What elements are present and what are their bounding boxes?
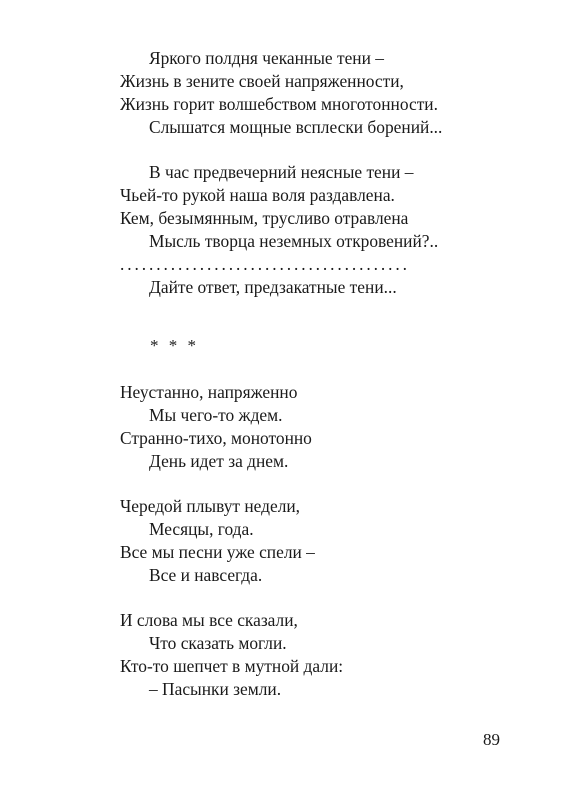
verse-line: И слова мы все сказали, bbox=[120, 610, 298, 630]
verse-line: Чьей-то рукой наша воля раздавлена. bbox=[120, 185, 395, 205]
verse-line: Жизнь горит волшебством многотонности. bbox=[120, 94, 438, 114]
verse-line: В час предвечерний неясные тени – bbox=[149, 162, 414, 182]
verse-line: – Пасынки земли. bbox=[149, 679, 282, 699]
verse-line: Кем, безымянным, трусливо отравлена bbox=[120, 208, 409, 228]
verse-line: День идет за днем. bbox=[149, 451, 289, 471]
verse-line: Слышатся мощные всплески борений... bbox=[149, 117, 443, 137]
stanza-gap bbox=[120, 587, 520, 609]
stanza-gap bbox=[120, 473, 520, 495]
verse-line: Что сказать могли. bbox=[149, 633, 287, 653]
ellipsis-dots-line: ........................................ bbox=[120, 254, 410, 274]
verse-line: Кто-то шепчет в мутной дали: bbox=[120, 656, 344, 676]
stanza-gap bbox=[120, 139, 520, 161]
verse-line: Неустанно, напряженно bbox=[120, 382, 298, 402]
verse-line: Месяцы, года. bbox=[149, 519, 254, 539]
verse-line: Все и навсегда. bbox=[149, 565, 263, 585]
verse-line: Жизнь в зените своей напряженности, bbox=[120, 71, 404, 91]
page-number: 89 bbox=[483, 730, 500, 749]
verse-line: Все мы песни уже спели – bbox=[120, 542, 315, 562]
verse-line: Странно-тихо, монотонно bbox=[120, 428, 312, 448]
poem-separator: * * * bbox=[150, 336, 199, 355]
verse-line: Мы чего-то ждем. bbox=[149, 405, 283, 425]
verse-line: Чередой плывут недели, bbox=[120, 496, 301, 516]
poem-stepchildren bbox=[120, 381, 520, 701]
verse-line: Яркого полдня чеканные тени – bbox=[149, 48, 384, 68]
poem-twilight-shadows bbox=[120, 47, 520, 299]
verse-line: Дайте ответ, предзакатные тени... bbox=[149, 277, 397, 297]
verse-line: Мысль творца неземных откровений?.. bbox=[149, 231, 439, 251]
